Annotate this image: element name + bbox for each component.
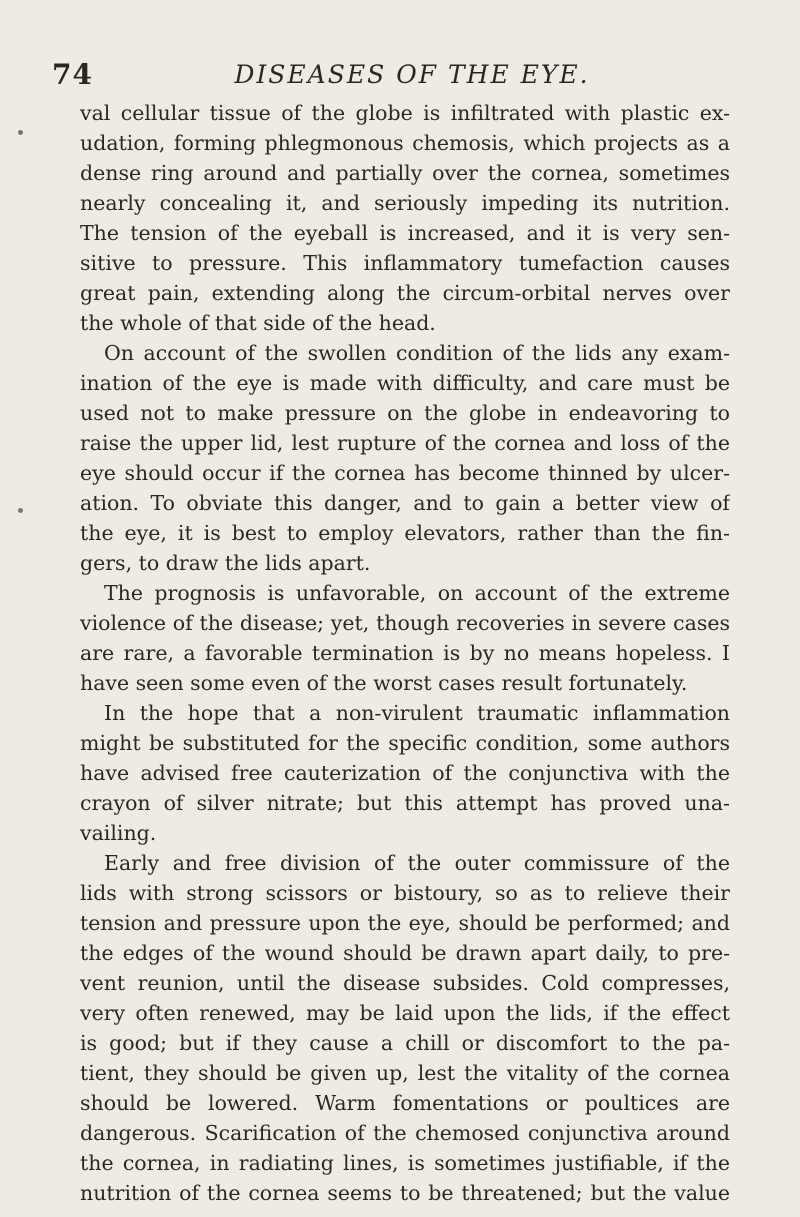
text-line: The prognosis is unfavorable, on account of the extreme — [104, 581, 730, 605]
margin-speck — [18, 508, 23, 513]
paragraph — [80, 698, 730, 848]
text-line: are rare, a favorable termination is by no means hopeless. I — [80, 641, 730, 665]
page-number: 74 — [52, 58, 93, 91]
margin-speck — [18, 130, 23, 135]
text-line: tension and pressure upon the eye, should be performed; and — [80, 911, 730, 935]
text-line: have seen some even of the worst cases result fortunately. — [80, 671, 688, 695]
paragraph — [80, 848, 730, 1208]
body-text — [80, 98, 730, 1208]
text-line: the eye, it is best to employ elevators, rather than the fin- — [80, 521, 730, 545]
text-line: the edges of the wound should be drawn apart daily, to pre- — [80, 941, 730, 965]
page-header — [52, 58, 772, 92]
text-line: lids with strong scissors or bistoury, so as to relieve their — [80, 881, 730, 905]
text-line: sitive to pressure. This inflammatory tumefaction causes — [80, 251, 730, 275]
text-line: the whole of that side of the head. — [80, 311, 436, 335]
text-line: ation. To obviate this danger, and to gain a better view of — [80, 491, 730, 515]
text-line: tient, they should be given up, lest the vitality of the cornea — [80, 1061, 730, 1085]
paragraph — [80, 338, 730, 578]
text-line: nutrition of the cornea seems to be threatened; but the value — [80, 1181, 730, 1205]
text-line: raise the upper lid, lest rupture of the cornea and loss of the — [80, 431, 730, 455]
text-line: violence of the disease; yet, though recoveries in severe cases — [80, 611, 730, 635]
text-line: dense ring around and partially over the cornea, sometimes — [80, 161, 730, 185]
text-line: the cornea, in radiating lines, is sometimes justifiable, if the — [80, 1151, 730, 1175]
text-line: might be substituted for the specific condition, some authors — [80, 731, 730, 755]
text-line: vailing. — [80, 821, 157, 845]
text-line: nearly concealing it, and seriously impeding its nutrition. — [80, 191, 730, 215]
text-line: val cellular tissue of the globe is infiltrated with plastic ex- — [80, 101, 730, 125]
text-line: used not to make pressure on the globe in endeavoring to — [80, 401, 730, 425]
text-line: gers, to draw the lids apart. — [80, 551, 371, 575]
text-line: On account of the swollen condition of the lids any exam- — [104, 341, 730, 365]
paragraph — [80, 578, 730, 698]
text-line: should be lowered. Warm fomentations or poultices are — [80, 1091, 730, 1115]
text-line: udation, forming phlegmonous chemosis, which projects as a — [80, 131, 730, 155]
text-line: great pain, extending along the circum-orbital nerves over — [80, 281, 730, 305]
text-line: is good; but if they cause a chill or discomfort to the pa- — [80, 1031, 730, 1055]
text-line: very often renewed, may be laid upon the lids, if the effect — [80, 1001, 730, 1025]
running-head: DISEASES OF THE EYE. — [234, 60, 590, 89]
text-line: have advised free cauterization of the conjunctiva with the — [80, 761, 730, 785]
text-line: vent reunion, until the disease subsides. Cold compresses, — [80, 971, 730, 995]
text-line: The tension of the eyeball is increased, and it is very sen- — [80, 221, 730, 245]
paragraph — [80, 98, 730, 338]
text-line: In the hope that a non-virulent traumatic inflammation — [104, 701, 730, 725]
text-line: crayon of silver nitrate; but this attempt has proved una- — [80, 791, 730, 815]
text-line: eye should occur if the cornea has become thinned by ulcer- — [80, 461, 730, 485]
text-line: dangerous. Scarification of the chemosed conjunctiva around — [80, 1121, 730, 1145]
text-line: ination of the eye is made with difficulty, and care must be — [80, 371, 730, 395]
text-line: Early and free division of the outer commissure of the — [104, 851, 730, 875]
